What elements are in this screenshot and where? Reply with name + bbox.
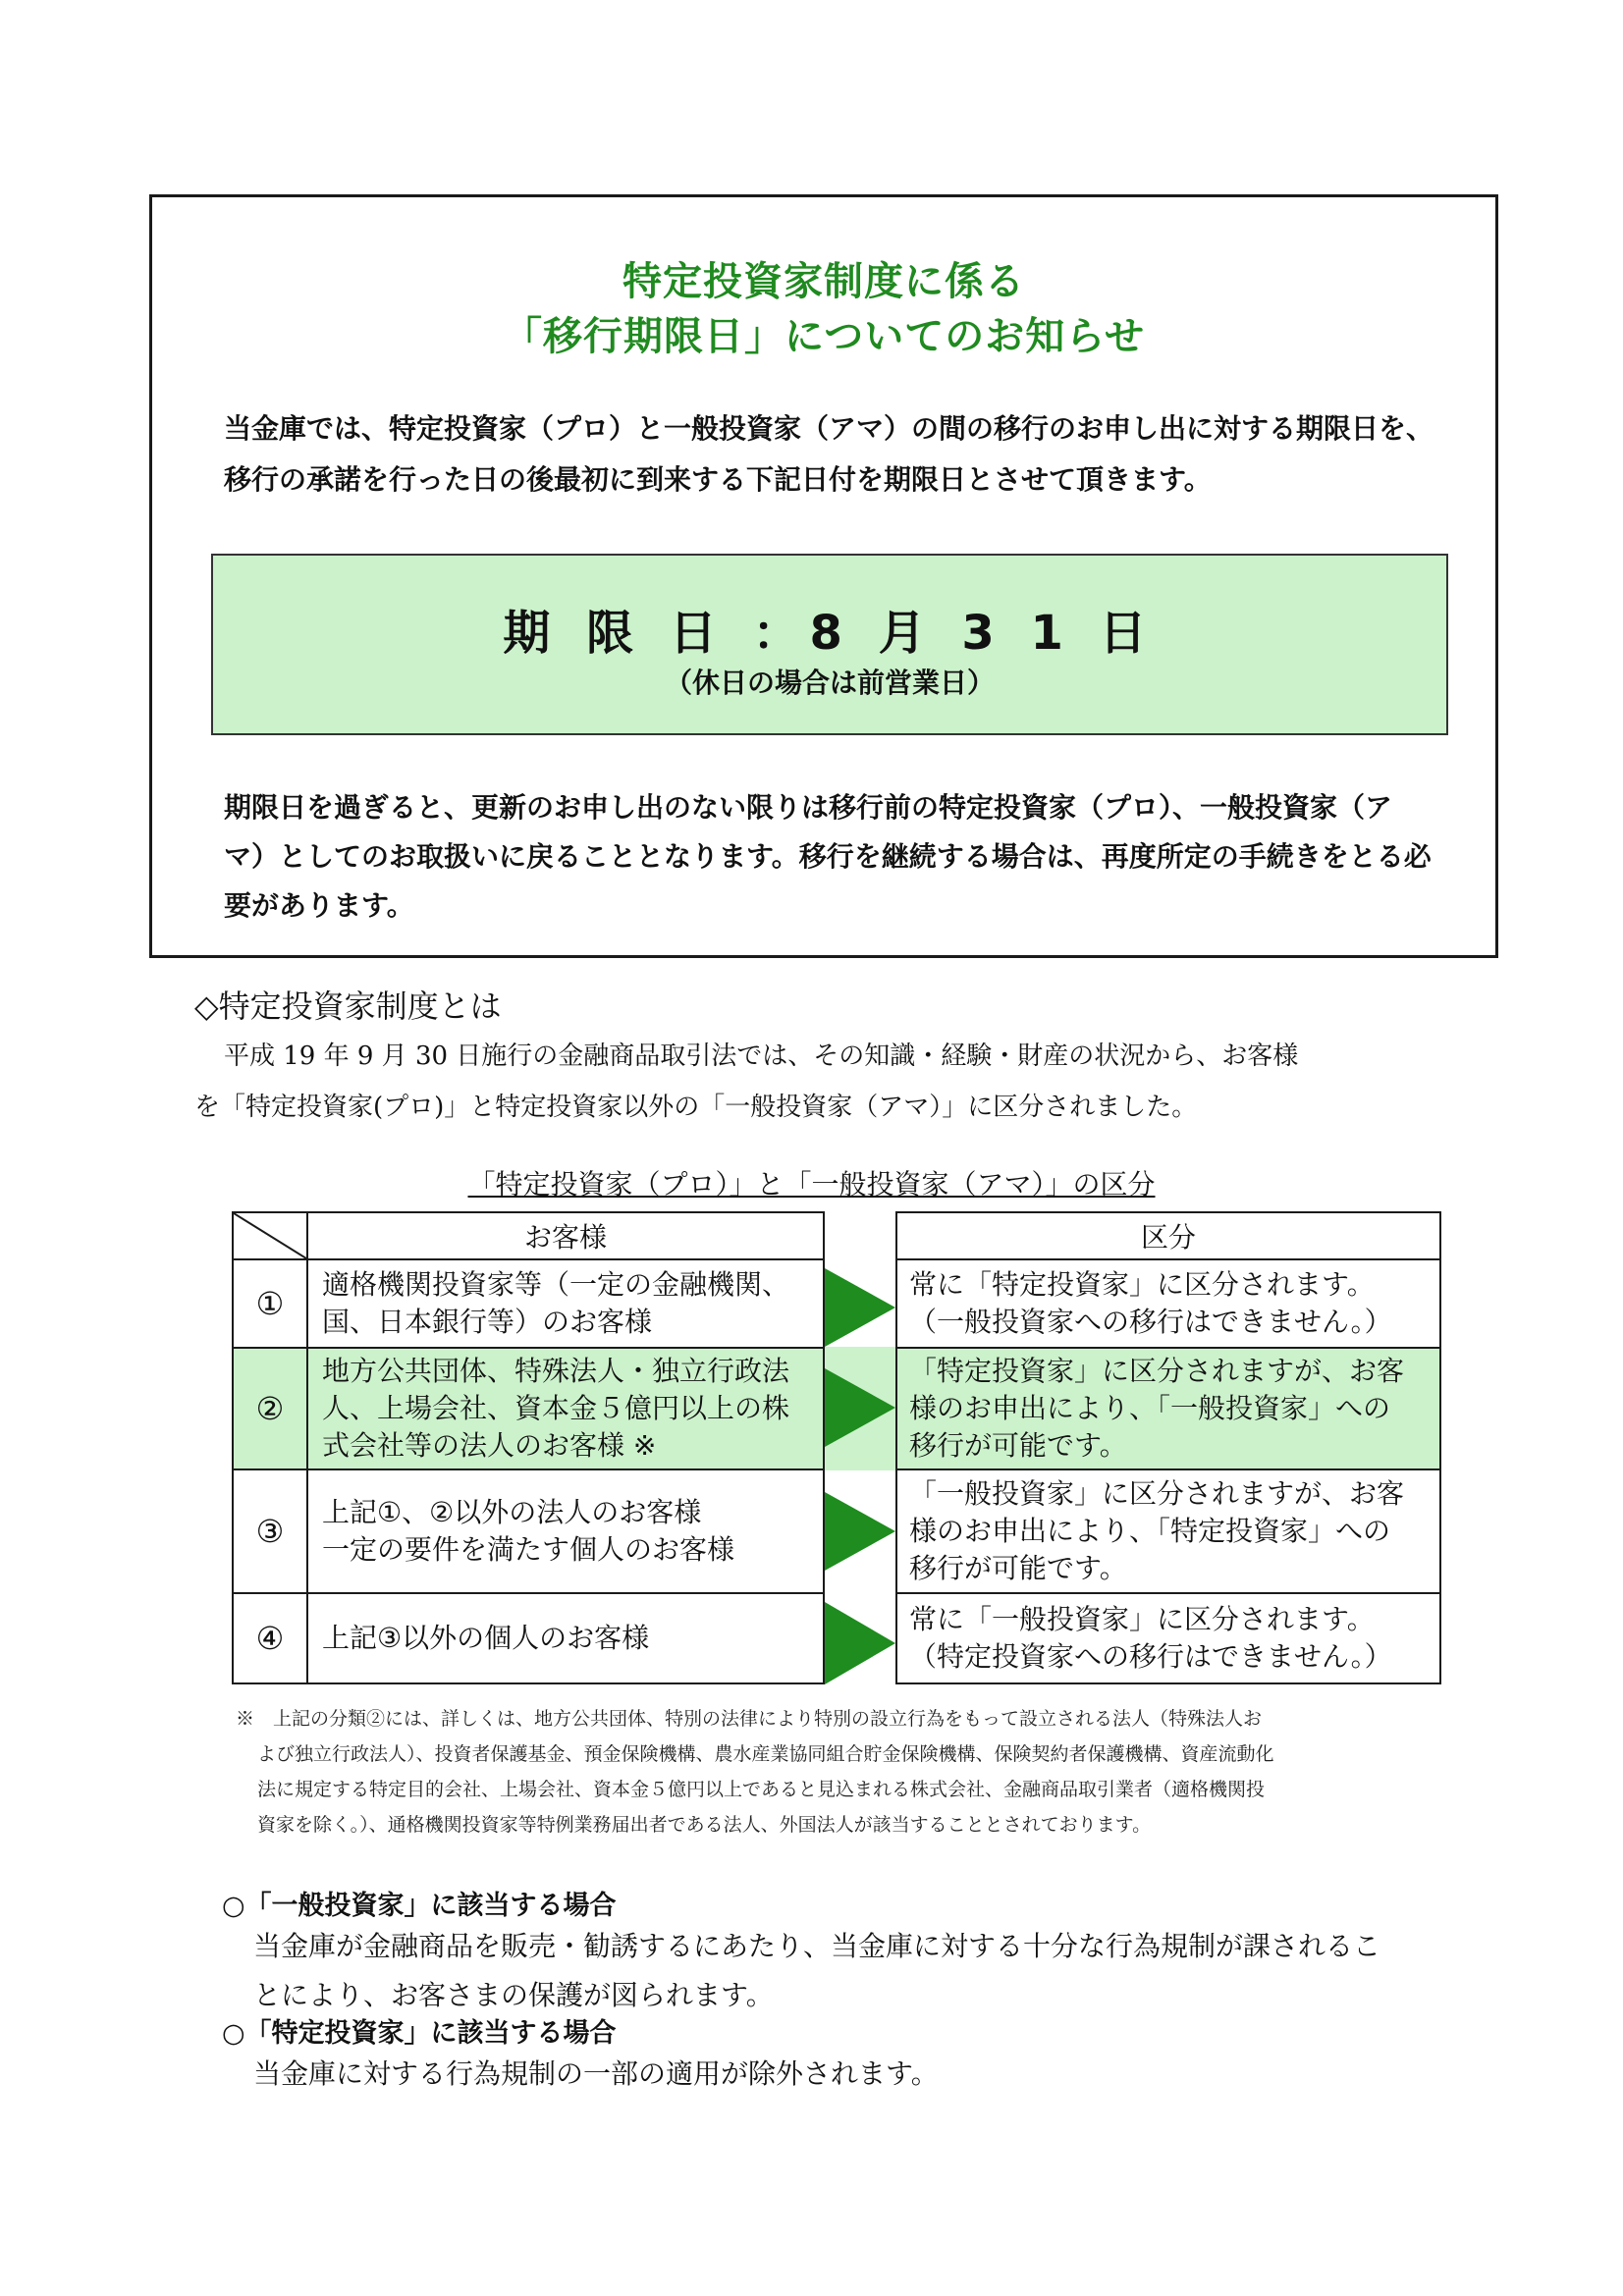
row-result-line: 常に「特定投資家」に区分されます。	[909, 1268, 1375, 1301]
table-footnote	[236, 1701, 1274, 1842]
row-customer	[306, 1258, 825, 1349]
section-paragraph	[194, 1031, 1299, 1133]
section-paragraph-line: 平成 19 年 9 月 30 日施行の金融商品取引法では、その知識・経験・財産の状況から、お客様	[224, 1041, 1299, 1071]
row-result-line: 様のお申出により、「特定投資家」への	[909, 1515, 1391, 1547]
row-result-line: 「特定投資家」に区分されますが、お客	[909, 1355, 1405, 1387]
row-number: ①	[232, 1258, 308, 1349]
amateur-heading: ○「一般投資家」に該当する場合	[222, 1891, 617, 1921]
row-customer-line: 上記③以外の個人のお客様	[322, 1622, 650, 1654]
table-caption	[0, 1163, 1623, 1202]
row-customer-line: 一定の要件を満たす個人のお客様	[322, 1533, 735, 1566]
arrow-right-icon	[825, 1368, 895, 1447]
row-number: ②	[232, 1347, 308, 1470]
header-diagonal-cell	[232, 1211, 308, 1260]
deadline-box	[211, 554, 1448, 735]
row-customer	[306, 1468, 825, 1594]
row-customer-line: 式会社等の法人のお客様 ※	[322, 1429, 657, 1462]
header-customer: お客様	[306, 1211, 825, 1260]
row-customer	[306, 1592, 825, 1684]
row-customer-line: 上記①、②以外の法人のお客様	[322, 1496, 702, 1528]
row-result-line: 様のお申出により、「一般投資家」への	[909, 1392, 1391, 1424]
row-result-line: （特定投資家への移行はできません。）	[909, 1640, 1392, 1673]
notice-after-line: マ）としてのお取扱いに戻ることとなります。移行を継続する場合は、再度所定の手続きをとる必	[224, 840, 1432, 873]
notice-title-line2: 「移行期限日」についてのお知らせ	[503, 314, 1145, 359]
pro-line: 当金庫に対する行為規制の一部の適用が除外されます。	[253, 2057, 939, 2090]
deadline-note: （休日の場合は前営業日）	[664, 667, 995, 699]
arrow-right-icon	[825, 1268, 895, 1347]
footnote-line: よび独立行政法人）、投資者保護基金、預金保険機構、農水産業協同組合貯金保険機構、保険契約者保護機構、資産流動化	[257, 1743, 1274, 1765]
amateur-line: 当金庫が金融商品を販売・勧誘するにあたり、当金庫に対する十分な行為規制が課されるこ	[253, 1930, 1381, 1962]
table-caption-text: 「特定投資家（プロ）」と「一般投資家（アマ）」の区分	[467, 1168, 1156, 1201]
row-customer-line: 人、上場会社、資本金５億円以上の株	[322, 1392, 790, 1424]
amateur-paragraph	[253, 1922, 1380, 2020]
notice-after-line: 期限日を過ぎると、更新のお申し出のない限りは移行前の特定投資家（プロ）、一般投資家（ア	[224, 791, 1393, 824]
row-result-line: 常に「一般投資家」に区分されます。	[909, 1603, 1375, 1635]
classification-table	[232, 1211, 1441, 1697]
amateur-line: とにより、お客さまの保護が図られます。	[253, 1979, 774, 2011]
row-result-line: 移行が可能です。	[909, 1552, 1127, 1584]
row-number: ④	[232, 1592, 308, 1684]
row-customer-line: 地方公共団体、特殊法人・独立行政法	[322, 1355, 790, 1387]
pro-paragraph	[253, 2050, 939, 2099]
arrow-right-icon	[825, 1602, 895, 1684]
header-class: 区分	[895, 1211, 1441, 1260]
notice-intro-line: 当金庫では、特定投資家（プロ）と一般投資家（アマ）の間の移行のお申し出に対する期限日を、	[224, 412, 1434, 445]
notice-after-line: 要があります。	[224, 889, 414, 922]
row-result-line: 移行が可能です。	[909, 1429, 1127, 1462]
notice-box	[149, 194, 1498, 958]
row-customer	[306, 1347, 825, 1470]
row-result	[895, 1592, 1441, 1684]
section-paragraph-line: を「特定投資家(プロ)」と特定投資家以外の「一般投資家（アマ）」に区分されました。	[194, 1093, 1198, 1122]
notice-intro	[224, 403, 1441, 506]
notice-title-line1: 特定投資家制度に係る	[622, 259, 1025, 304]
row-result	[895, 1258, 1441, 1349]
row-number: ③	[232, 1468, 308, 1594]
row-result	[895, 1347, 1441, 1470]
row-result-line: 「一般投資家」に区分されますが、お客	[909, 1477, 1405, 1510]
notice-intro-line: 移行の承諾を行った日の後最初に到来する下記日付を期限日とさせて頂きます。	[224, 463, 1212, 496]
pro-heading: ○「特定投資家」に該当する場合	[222, 2018, 617, 2049]
section-heading: ◇特定投資家制度とは	[194, 988, 502, 1025]
notice-after	[224, 783, 1451, 931]
deadline-date: 期 限 日 ：8 月 3 1 日	[503, 606, 1157, 661]
row-result	[895, 1468, 1441, 1594]
row-customer-line: 国、日本銀行等）のお客様	[322, 1306, 653, 1338]
footnote-line: 法に規定する特定目的会社、上場会社、資本金５億円以上であると見込まれる株式会社、金融商品取引業者（適格機関投	[257, 1779, 1266, 1800]
diagonal-line-icon	[234, 1213, 306, 1258]
footnote-line: ※ 上記の分類②には、詳しくは、地方公共団体、特別の法律により特別の設立行為をもって設立される法人（特殊法人お	[236, 1708, 1263, 1730]
row-result-line: （一般投資家への移行はできません。）	[909, 1306, 1392, 1338]
arrow-right-icon	[825, 1492, 895, 1571]
footnote-line: 資家を除く。）、通格機関投資家等特例業務届出者である法人、外国法人が該当することとされております。	[257, 1814, 1152, 1836]
row-customer-line: 適格機関投資家等（一定の金融機関、	[322, 1268, 790, 1301]
